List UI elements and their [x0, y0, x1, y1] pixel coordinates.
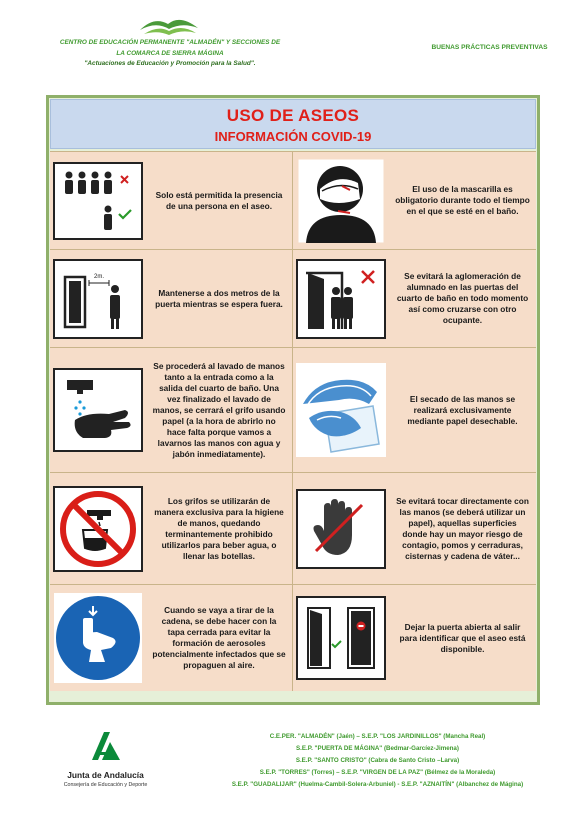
rules-row — [50, 249, 536, 347]
open-door-icon — [296, 596, 386, 680]
rules-row — [50, 584, 536, 691]
paper-towel-hands-icon — [295, 362, 387, 458]
rule-text: Solo está permitida la presencia de una persona en el aseo. — [155, 189, 283, 211]
rules-row — [50, 472, 536, 584]
rule-cell — [50, 152, 293, 249]
distance-label: 2m. — [94, 273, 105, 280]
footer-line: S.E.P. "TORRES" (Torres) – S.E.P. "VIRGEN DE LA PAZ" (Bélmez de la Moraleda) — [259, 769, 496, 776]
hand-washing-icon — [53, 368, 143, 452]
rule-text: Se procederá al lavado de manos tanto a la entrada como a la salida del cuarto de baño. Una vez finalizado el lavado de manos, se cerrará el grifo usando papel (a la hora de abrirlo no hace falta porque vamos a lavarnos las manos con agua y jabón inmediatamente). — [152, 360, 286, 459]
rule-cell — [50, 473, 293, 584]
rule-text: El uso de la mascarilla es obligatorio durante todo el tiempo en el que se esté en el baño. — [395, 184, 530, 216]
rule-cell — [50, 585, 293, 691]
header-center-info — [20, 38, 320, 70]
rule-text: El secado de las manos se realizará exclusivamente mediante papel desechable. — [407, 393, 518, 426]
page-title: USO DE ASEOS — [226, 106, 360, 125]
rule-cell — [293, 585, 536, 691]
rule-text: Se evitará tocar directamente con las manos (se deberá utilizar un papel), aquellas superficies donde hay un mayor riesgo de contagio, pomos y cerraduras, cisternas y cadena de váter... — [396, 495, 529, 561]
rule-text: Los grifos se utilizarán de manera exclusiva para la higiene de manos, quedando terminantemente prohibido utilizarlos para beber agua, o llenar las botellas. — [154, 495, 284, 561]
center-logo — [138, 12, 200, 41]
footer-centers — [200, 731, 555, 791]
page-subtitle: INFORMACIÓN COVID-19 — [214, 129, 372, 144]
org-dept: Consejería de Educación y Deporte — [63, 782, 148, 788]
rule-cell — [293, 348, 536, 472]
footer-line: C.E.PER. "ALMADÉN" (Jaén) – S.E.P. "LOS JARDINILLOS" (Mancha Real) — [269, 733, 486, 740]
junta-logo — [58, 730, 153, 788]
rule-cell — [293, 152, 536, 249]
junta-andalucia-emblem — [88, 730, 124, 762]
rules-row — [50, 347, 536, 472]
footer-line: S.E.P. "SANTO CRISTO" (Cabra de Santo Cristo –Larva) — [295, 757, 460, 764]
rule-cell — [293, 250, 536, 347]
rule-cell — [50, 348, 293, 472]
no-drinking-tap-icon — [53, 486, 143, 572]
header-right-label: BUENAS PRÁCTICAS PREVENTIVAS — [431, 44, 548, 51]
footer-line: S.E.P. "GUADALIJAR" (Huelma-Cambil-Solera-Arbuniel) - S.E.P. "AZNAITÍN" (Albanchez de Mágina) — [231, 781, 524, 788]
header-line-3: "Actuaciones de Educación y Promoción para la Salud". — [84, 60, 256, 67]
header-line-2: LA COMARCA DE SIERRA MÁGINA — [116, 49, 224, 57]
distance-door-icon — [53, 259, 143, 339]
toilet-lid-icon — [53, 592, 143, 684]
mask-person-icon — [298, 159, 384, 243]
no-touch-hand-icon — [296, 489, 386, 569]
rule-cell — [50, 250, 293, 347]
rules-row — [50, 151, 536, 249]
rule-text: Cuando se vaya a tirar de la cadena, se debe hacer con la tapa cerrada para evitar la formación de aerosoles potencialmente infectados que se propaguen al aire. — [152, 605, 286, 670]
rules-grid — [50, 151, 536, 691]
people-one-allowed-icon — [53, 162, 143, 240]
rule-text: Se evitará la aglomeración de alumnado en las puertas del cuarto de baño en todo momento así como cruzarse con otro ocupante. — [396, 271, 529, 325]
org-name: Junta de Andalucía — [67, 770, 144, 780]
crowd-door-icon — [296, 259, 386, 339]
header-line-1: CENTRO DE EDUCACIÓN PERMANENTE "ALMADÉN" Y SECCIONES DE — [59, 39, 281, 46]
rule-text: Dejar la puerta abierta al salir para identificar que el aseo está disponible. — [399, 621, 526, 654]
rule-cell — [293, 473, 536, 584]
title-box — [50, 99, 536, 149]
rule-text: Mantenerse a dos metros de la puerta mientras se espera fuera. — [155, 287, 283, 309]
footer-line: S.E.P. "PUERTA DE MÁGINA" (Bedmar-Garcíez-Jimena) — [296, 745, 459, 752]
